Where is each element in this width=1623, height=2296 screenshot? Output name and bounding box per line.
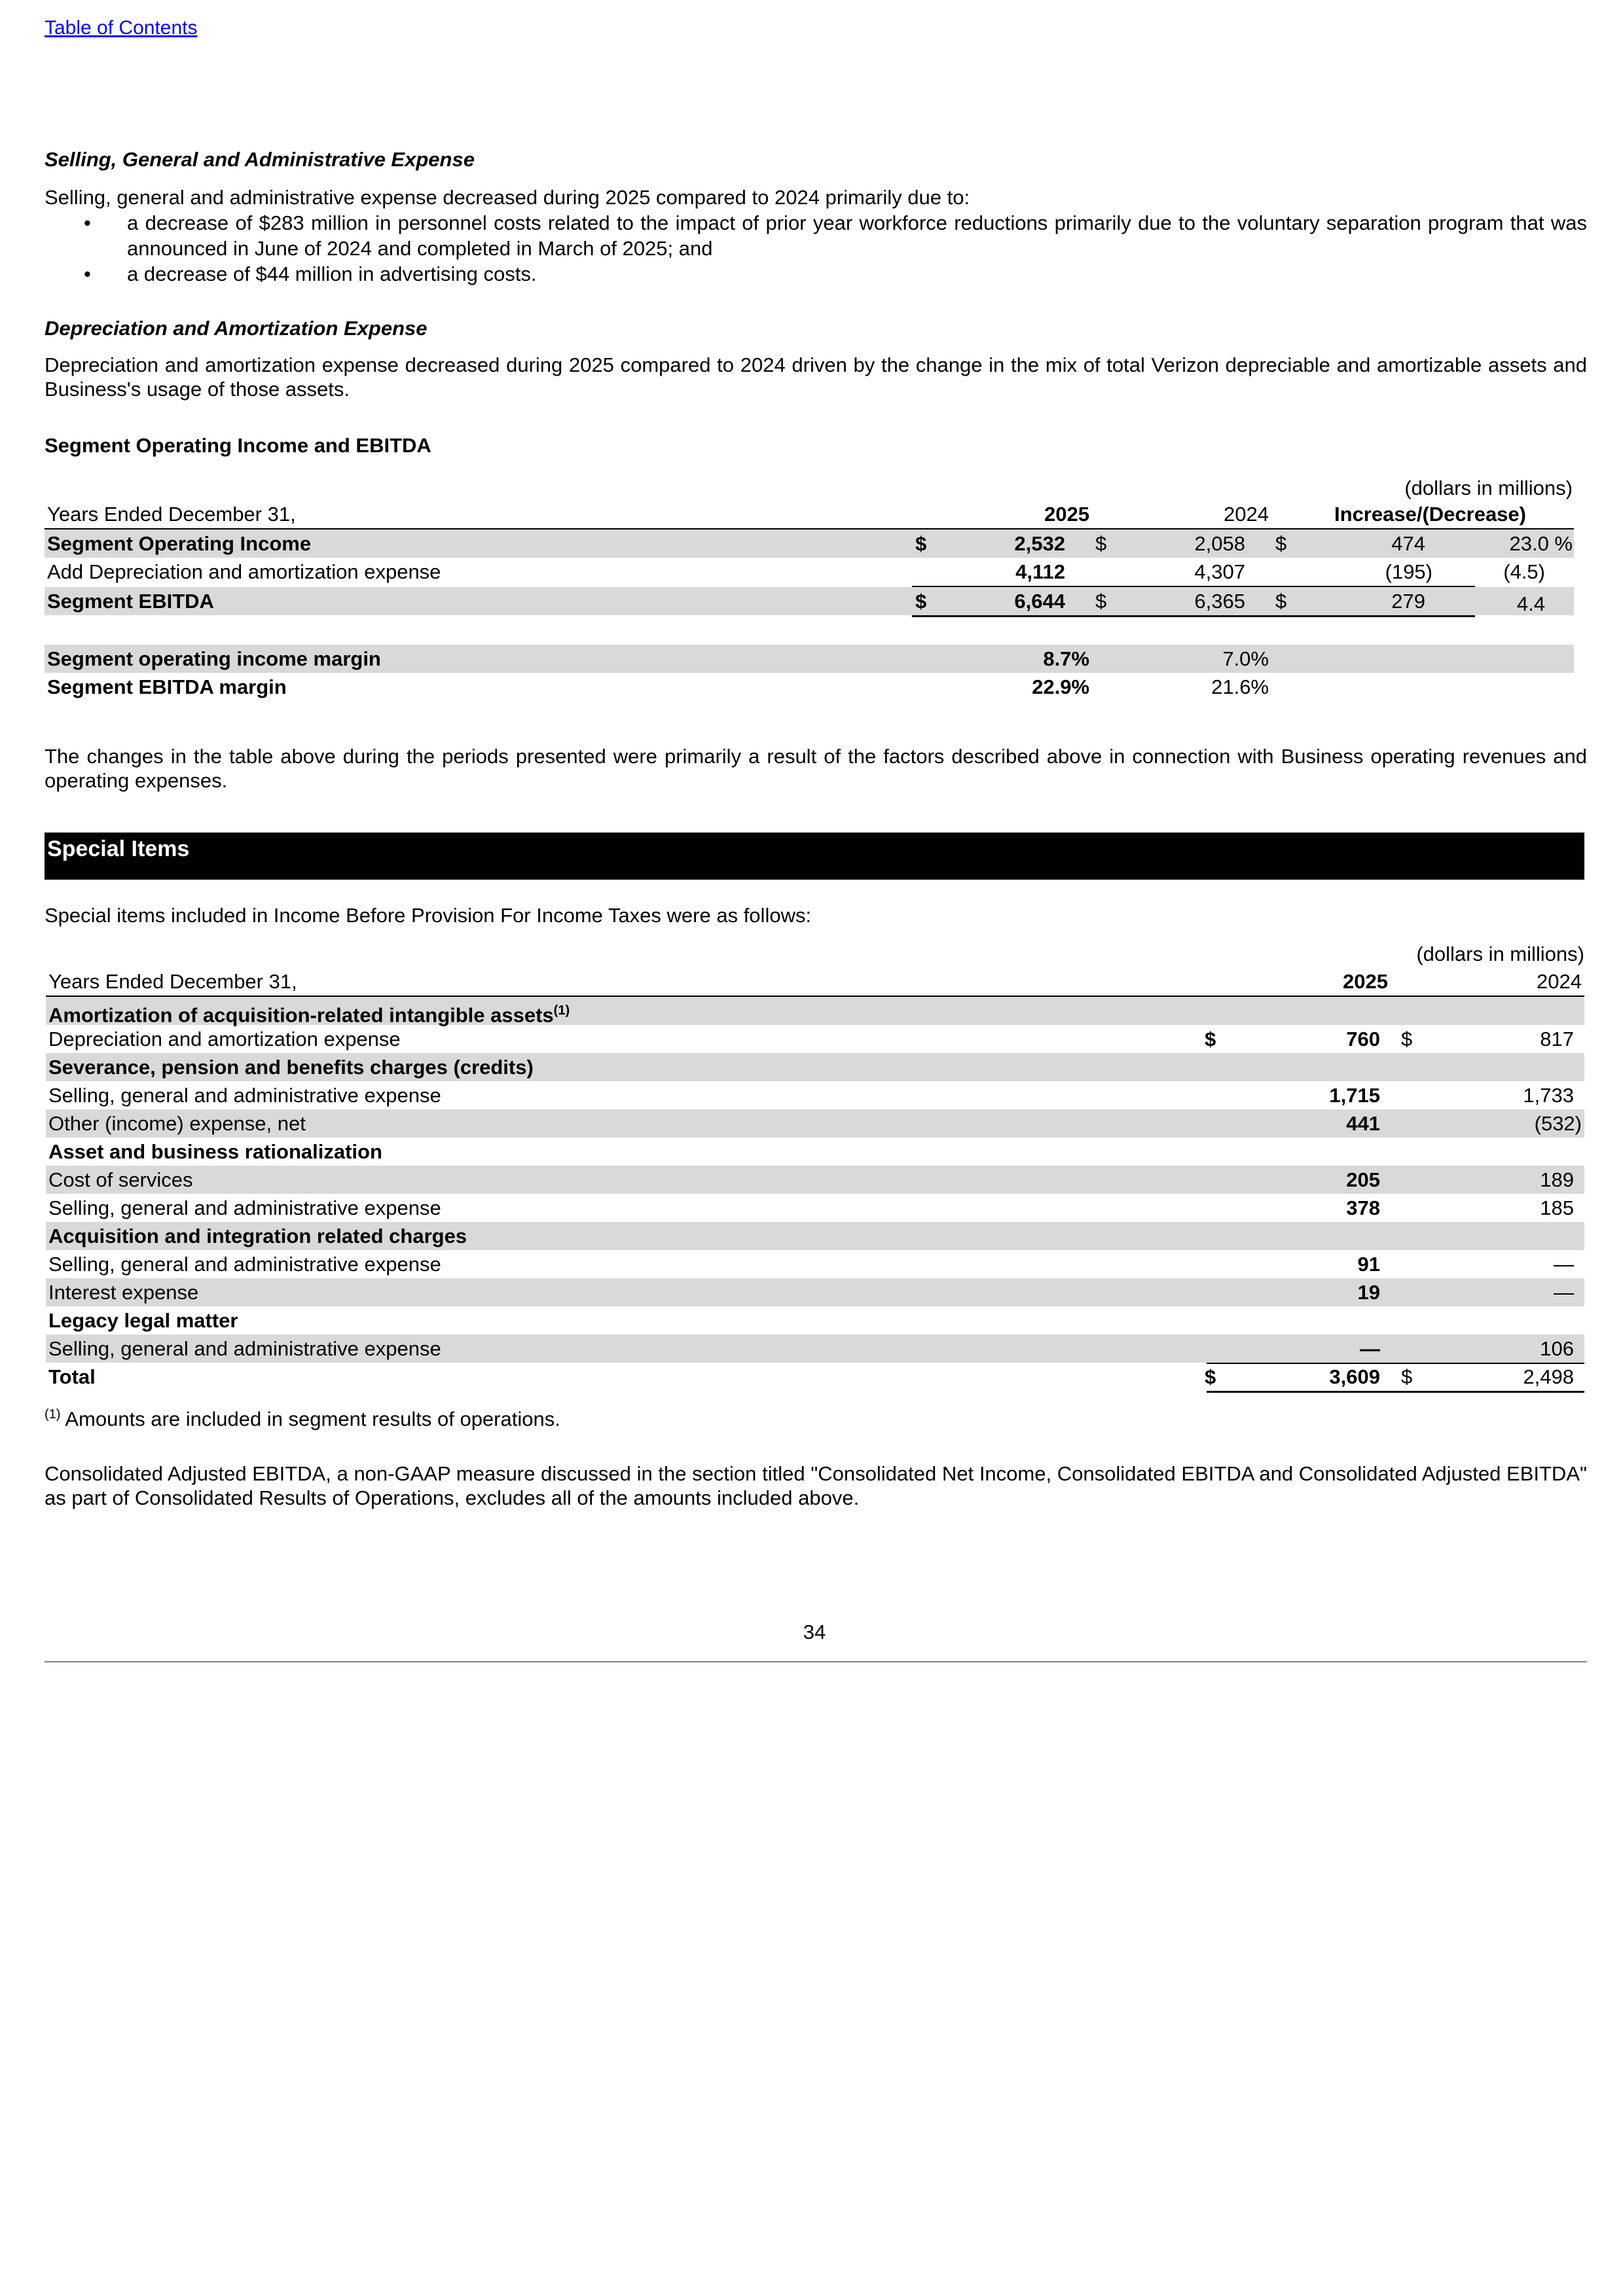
table-row: [46, 1053, 1584, 1081]
currency-symbol: $: [1401, 1028, 1413, 1050]
page-number: 34: [803, 1621, 826, 1643]
value-2024: 2,498: [1523, 1365, 1574, 1388]
value-2025: 22.9%: [1032, 675, 1089, 698]
row-label: Selling, general and administrative expense: [48, 1253, 441, 1276]
currency-symbol: $: [1095, 590, 1107, 613]
sga-intro: Selling, general and administrative expense decreased during 2025 compared to 2024 primarily due to:: [45, 186, 970, 209]
table-row: [46, 1081, 1584, 1109]
row-label: Acquisition and integration related charges: [48, 1225, 467, 1247]
table-row: [46, 1025, 1584, 1053]
footnote: [45, 1407, 560, 1431]
table-row: [46, 1138, 1584, 1166]
sga-heading: Selling, General and Administrative Expense: [45, 148, 475, 171]
row-label: Amortization of acquisition-related intangible assets$^{(1)}$: [48, 1003, 570, 1027]
value-2025: 205: [1346, 1168, 1380, 1191]
currency-symbol: $: [915, 532, 927, 555]
row-label: Legacy legal matter: [48, 1309, 238, 1332]
value-2024: 6,365: [1194, 590, 1245, 613]
row-label: Selling, general and administrative expense: [48, 1084, 441, 1107]
value-2025: 8.7%: [1043, 647, 1089, 670]
special-intro: Special items included in Income Before Provision For Income Taxes were as follows:: [45, 904, 812, 927]
list-item: [84, 210, 1587, 261]
banner-title: Special Items: [47, 836, 190, 861]
value-2025: 6,644: [1014, 590, 1065, 613]
change-value: 279: [1391, 590, 1425, 613]
value-2025: 4,112: [1015, 560, 1065, 583]
value-2025: 91: [1357, 1253, 1380, 1276]
bullet-marker: •: [84, 262, 91, 285]
header-label: Years Ended December 31,: [47, 503, 296, 526]
table-row: [46, 997, 1584, 1025]
change-value: (195): [1385, 560, 1432, 583]
table-row: [45, 529, 1574, 558]
row-label: Total: [48, 1365, 96, 1388]
table-header-row: [45, 500, 1574, 528]
table-row: [46, 1166, 1584, 1194]
row-label: Interest expense: [48, 1281, 199, 1304]
bullet-text: a decrease of $283 million in personnel costs related to the impact of prior year workforce reductions primarily due to the voluntary separation program that was announced in June of 2024 and completed in March of 2025; and: [127, 211, 1587, 260]
value-2025: 1,715: [1329, 1084, 1380, 1107]
row-label: Severance, pension and benefits charges (credits): [48, 1056, 534, 1079]
change-percent: (4.5): [1503, 560, 1545, 583]
row-label: Segment Operating Income: [47, 532, 312, 555]
units-note: (dollars in millions): [1416, 942, 1584, 965]
row-label: Segment EBITDA margin: [47, 675, 287, 698]
currency-symbol: $: [1095, 532, 1107, 555]
change-value: 474: [1391, 532, 1425, 555]
value-2025: —: [1360, 1337, 1380, 1360]
total-rule: [912, 615, 1475, 617]
value-2024: 21.6%: [1211, 675, 1269, 698]
value-2024: 2,058: [1194, 532, 1245, 555]
col-2024-header: 2024: [1537, 970, 1582, 993]
footnote-ref: (1): [553, 1003, 570, 1018]
table-row: [46, 1222, 1584, 1250]
section-banner: [45, 833, 1584, 880]
value-2024: 817: [1540, 1028, 1574, 1050]
value-2024: —: [1554, 1253, 1574, 1276]
table-row: [45, 587, 1574, 615]
row-label: Selling, general and administrative expense: [48, 1337, 441, 1360]
currency-symbol: $: [1401, 1365, 1413, 1388]
currency-symbol: $: [1275, 590, 1287, 613]
table-row: [46, 1194, 1584, 1222]
value-2024: 7.0%: [1222, 647, 1269, 670]
col-2025-header: 2025: [1044, 503, 1089, 526]
value-2025: 19: [1357, 1281, 1380, 1304]
value-2024: (532): [1534, 1112, 1582, 1135]
row-label: Selling, general and administrative expense: [48, 1196, 441, 1219]
table-row: [46, 1335, 1584, 1363]
row-label: Segment EBITDA: [47, 590, 214, 613]
table-row: [45, 673, 1574, 701]
table-row: [45, 645, 1574, 673]
segment-note: The changes in the table above during the periods presented were primarily a result of the factors described above in connection with Business operating revenues and operating expenses.: [45, 745, 1587, 792]
table-of-contents-link[interactable]: Table of Contents: [45, 17, 198, 39]
total-rule: [1207, 1391, 1584, 1393]
value-2024: 189: [1540, 1168, 1574, 1191]
col-2024-header: 2024: [1224, 503, 1269, 526]
currency-symbol: $: [915, 590, 927, 613]
row-label: Add Depreciation and amortization expense: [47, 560, 441, 583]
value-2024: —: [1554, 1281, 1574, 1304]
da-heading: Depreciation and Amortization Expense: [45, 317, 428, 340]
table-row: [46, 1278, 1584, 1306]
table-row: [46, 1250, 1584, 1278]
value-2025: 441: [1346, 1112, 1380, 1135]
col-change-header: Increase/(Decrease): [1334, 503, 1526, 526]
segment-heading: Segment Operating Income and EBITDA: [45, 434, 431, 457]
units-note: (dollars in millions): [1404, 476, 1573, 499]
value-2024: 4,307: [1194, 560, 1245, 583]
change-percent: 4.4: [1516, 592, 1545, 615]
value-2025: 2,532: [1014, 532, 1065, 555]
closing-paragraph: Consolidated Adjusted EBITDA, a non-GAAP measure discussed in the section titled "Consolidated Net Income, Consolidated EBITDA and Consolidated Adjusted EBITDA" as part of Consolidated Results of Operations, excludes all of the amounts included above.: [45, 1462, 1587, 1509]
value-2024: 1,733: [1523, 1084, 1574, 1107]
change-percent: 23.0 %: [1509, 532, 1573, 555]
value-2024: 106: [1540, 1337, 1574, 1360]
currency-symbol: $: [1275, 532, 1287, 555]
da-text: Depreciation and amortization expense decreased during 2025 compared to 2024 driven by the change in the mix of total Verizon depreciable and amortizable assets and Business's usage of those assets.: [45, 353, 1587, 401]
value-2025: 760: [1346, 1028, 1380, 1050]
sga-bullet-list: [84, 210, 1587, 287]
footnote-text: Amounts are included in segment results of operations.: [60, 1407, 560, 1431]
row-label: Cost of services: [48, 1168, 193, 1191]
footnote-marker: (1): [45, 1407, 61, 1422]
bullet-marker: •: [84, 211, 91, 234]
value-2025: 378: [1346, 1196, 1380, 1219]
table-row: [46, 1363, 1584, 1391]
table-row: [45, 558, 1574, 586]
row-label: Segment operating income margin: [47, 647, 381, 670]
table-row: [46, 1306, 1584, 1335]
table-header-row: [46, 967, 1584, 996]
special-items-table: [46, 940, 1584, 1398]
row-label: Asset and business rationalization: [48, 1140, 382, 1163]
list-item: [84, 261, 1587, 287]
currency-symbol: $: [1205, 1365, 1216, 1388]
bullet-text: a decrease of $44 million in advertising costs.: [127, 262, 537, 285]
row-label: Depreciation and amortization expense: [48, 1028, 401, 1050]
footer-divider: [45, 1661, 1587, 1662]
row-label: Other (income) expense, net: [48, 1112, 306, 1135]
segment-table: [45, 474, 1574, 709]
header-label: Years Ended December 31,: [48, 970, 297, 993]
table-row: [46, 1109, 1584, 1138]
value-2025: 3,609: [1329, 1365, 1380, 1388]
value-2024: 185: [1540, 1196, 1574, 1219]
col-2025-header: 2025: [1343, 970, 1388, 993]
currency-symbol: $: [1205, 1028, 1216, 1050]
